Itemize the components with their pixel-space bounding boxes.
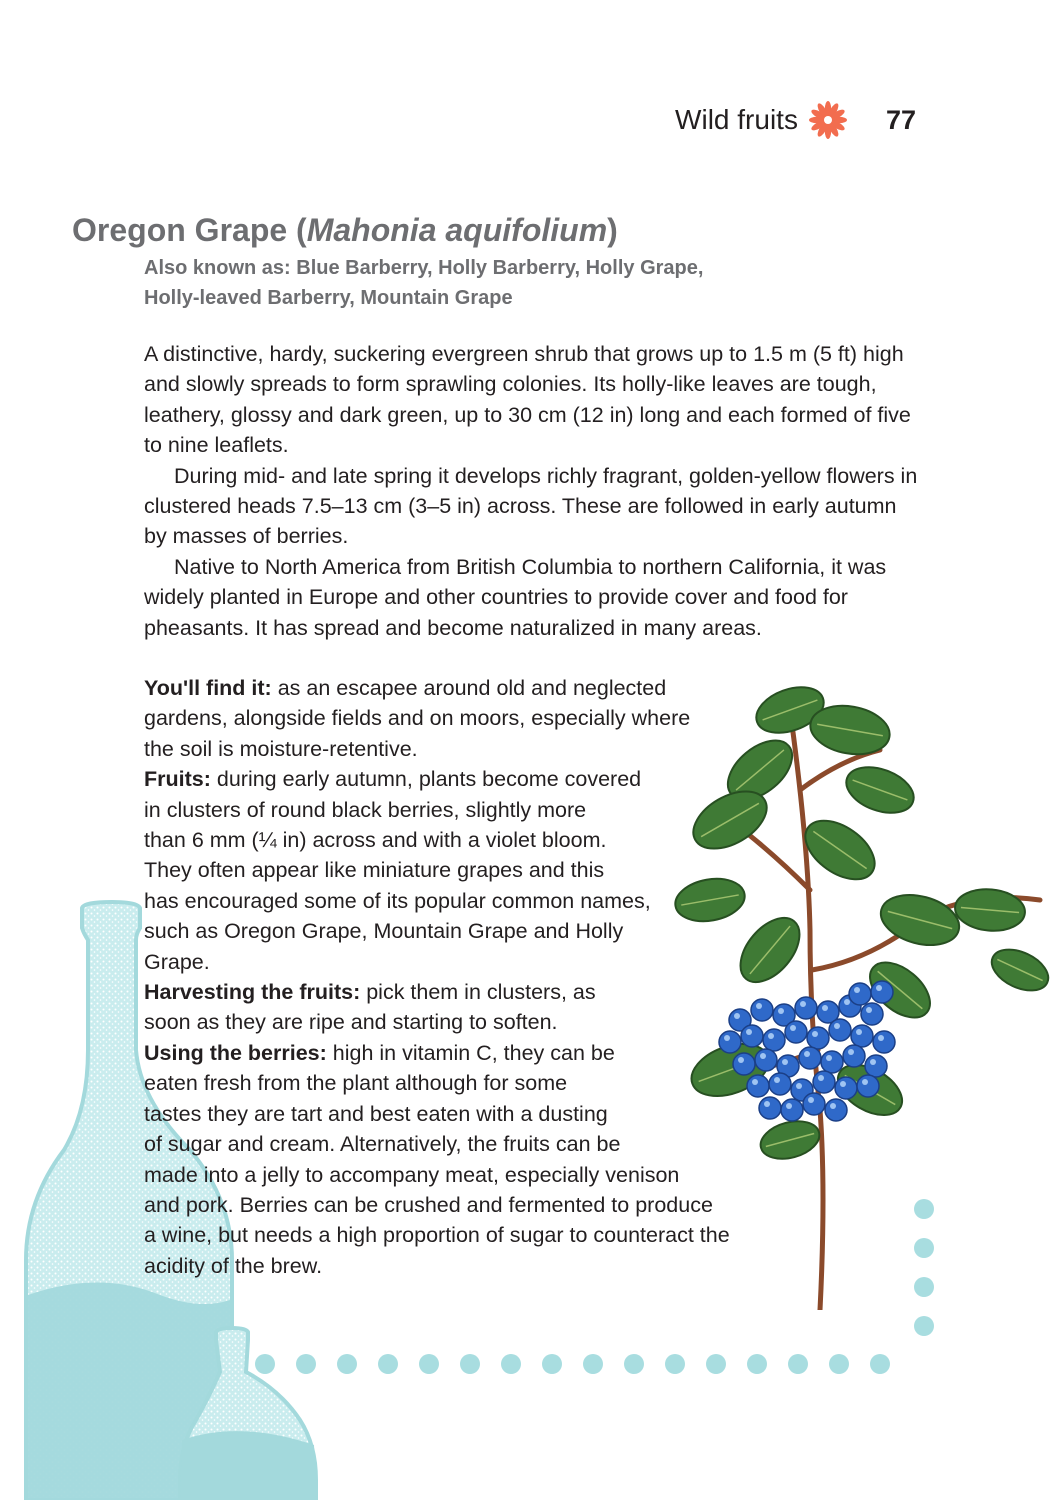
berry-highlight [808,1097,814,1103]
find-it-section: You'll find it: as an escapee around old and neglected gardens, alongside fields and on moors, especially where the soil is moisture-retentive. [144,676,691,761]
berry-highlight [862,1079,868,1085]
berry [835,1077,857,1099]
decor-dot [378,1354,398,1374]
berry [857,1075,879,1097]
fruits-label: Fruits: [144,767,211,792]
intro-paragraph: Native to North America from British Columbia to northern California, it was widely planted in Europe and other countries to provide cover and food for pheasants. It has spread and become naturalized in many areas. [144,554,887,640]
find-it-label: You'll find it: [144,676,272,700]
berry-highlight [844,999,850,1005]
using-section: Using the berries: high in vitamin C, they can be eaten fresh from the plant although for some tastes they are tart and best eaten with a dusting of sugar and cream. Alternatively, the fruits can be made into a jelly to accompany meat, especially venison and pork. Berries can be crushed and fermented to produce a wine, but needs a high proportion of sugar to counteract the acidity of the brew. [144,1040,730,1278]
berry [865,1055,887,1077]
using-label: Using the berries: [144,1040,327,1065]
latin-name: Mahonia aquifolium [306,212,608,248]
berry [807,1027,829,1049]
page-number: 77 [885,104,916,135]
entry-title [72,212,618,249]
decor-dot [829,1354,849,1374]
flower-icon [808,100,848,140]
decor-dot [914,1316,934,1336]
berry-highlight [870,1059,876,1065]
berry [851,1025,873,1047]
decor-dot [419,1354,439,1374]
harvesting-section: Harvesting the fruits: pick them in clusters, as soon as they are ripe and starting to soften. [144,980,596,1035]
berry-highlight [822,1005,828,1011]
berry-highlight [854,987,860,993]
berry-highlight [826,1055,832,1061]
berry-highlight [840,1081,846,1087]
aka-line: Also known as: Blue Barberry, Holly Barberry, Holly Grape, [144,257,704,279]
decor-dot [542,1354,562,1374]
section-title: Wild fruits [675,104,798,135]
intro-paragraph: A distinctive, hardy, suckering evergreen shrub that grows up to 1.5 m (5 ft) high and slowly spreads to form sprawling colonies. Its holly-like leaves are tough, leathery, glossy and dark green, up to 30 cm (12 in) long and each formed of five to nine leaflets. [144,342,911,458]
berry [829,1019,851,1041]
berry [825,1099,847,1121]
berry [873,1031,895,1053]
berry-highlight [878,1035,884,1041]
decor-dot [624,1354,644,1374]
berry-highlight [834,1023,840,1029]
berry-highlight [818,1075,824,1081]
intro-text [144,339,920,643]
berry-highlight [848,1049,854,1055]
details-text [144,673,804,1281]
berry [861,1003,883,1025]
also-known-as [144,253,844,313]
decor-dot [706,1354,726,1374]
berry-highlight [856,1029,862,1035]
berry-highlight [876,985,882,991]
berry-highlight [804,1051,810,1057]
decor-dot [665,1354,685,1374]
intro-paragraph: During mid- and late spring it develops richly fragrant, golden-yellow flowers in clustered heads 7.5–13 cm (3–5 in) across. These are followed in early autumn by masses of berries. [144,463,918,549]
common-name: Oregon Grape ( [72,212,307,248]
berry [843,1045,865,1067]
fruits-section: Fruits: during early autumn, plants become covered in clusters of round black berries, slightly more than 6 mm (¼ in) across and with a violet bloom. They often appear like miniature grapes and this has encouraged some of its popular common names, such as Oregon Grape, Mountain Grape and Holly Grape. [144,767,651,974]
decor-dot [788,1354,808,1374]
harvesting-label: Harvesting the fruits: [144,980,361,1005]
berry [813,1071,835,1093]
decor-dot [583,1354,603,1374]
decor-dot [870,1354,890,1374]
berry [821,1051,843,1073]
running-header [675,98,916,142]
decor-dot [747,1354,767,1374]
berry [849,983,871,1005]
berry-highlight [812,1031,818,1037]
berry-highlight [866,1007,872,1013]
aka-line: Holly-leaved Barberry, Mountain Grape [144,287,513,309]
berry-highlight [830,1103,836,1109]
decor-dot [460,1354,480,1374]
decor-dot [501,1354,521,1374]
title-close: ) [607,212,618,248]
berry [871,981,893,1003]
decor-dot [337,1354,357,1374]
berry [803,1093,825,1115]
